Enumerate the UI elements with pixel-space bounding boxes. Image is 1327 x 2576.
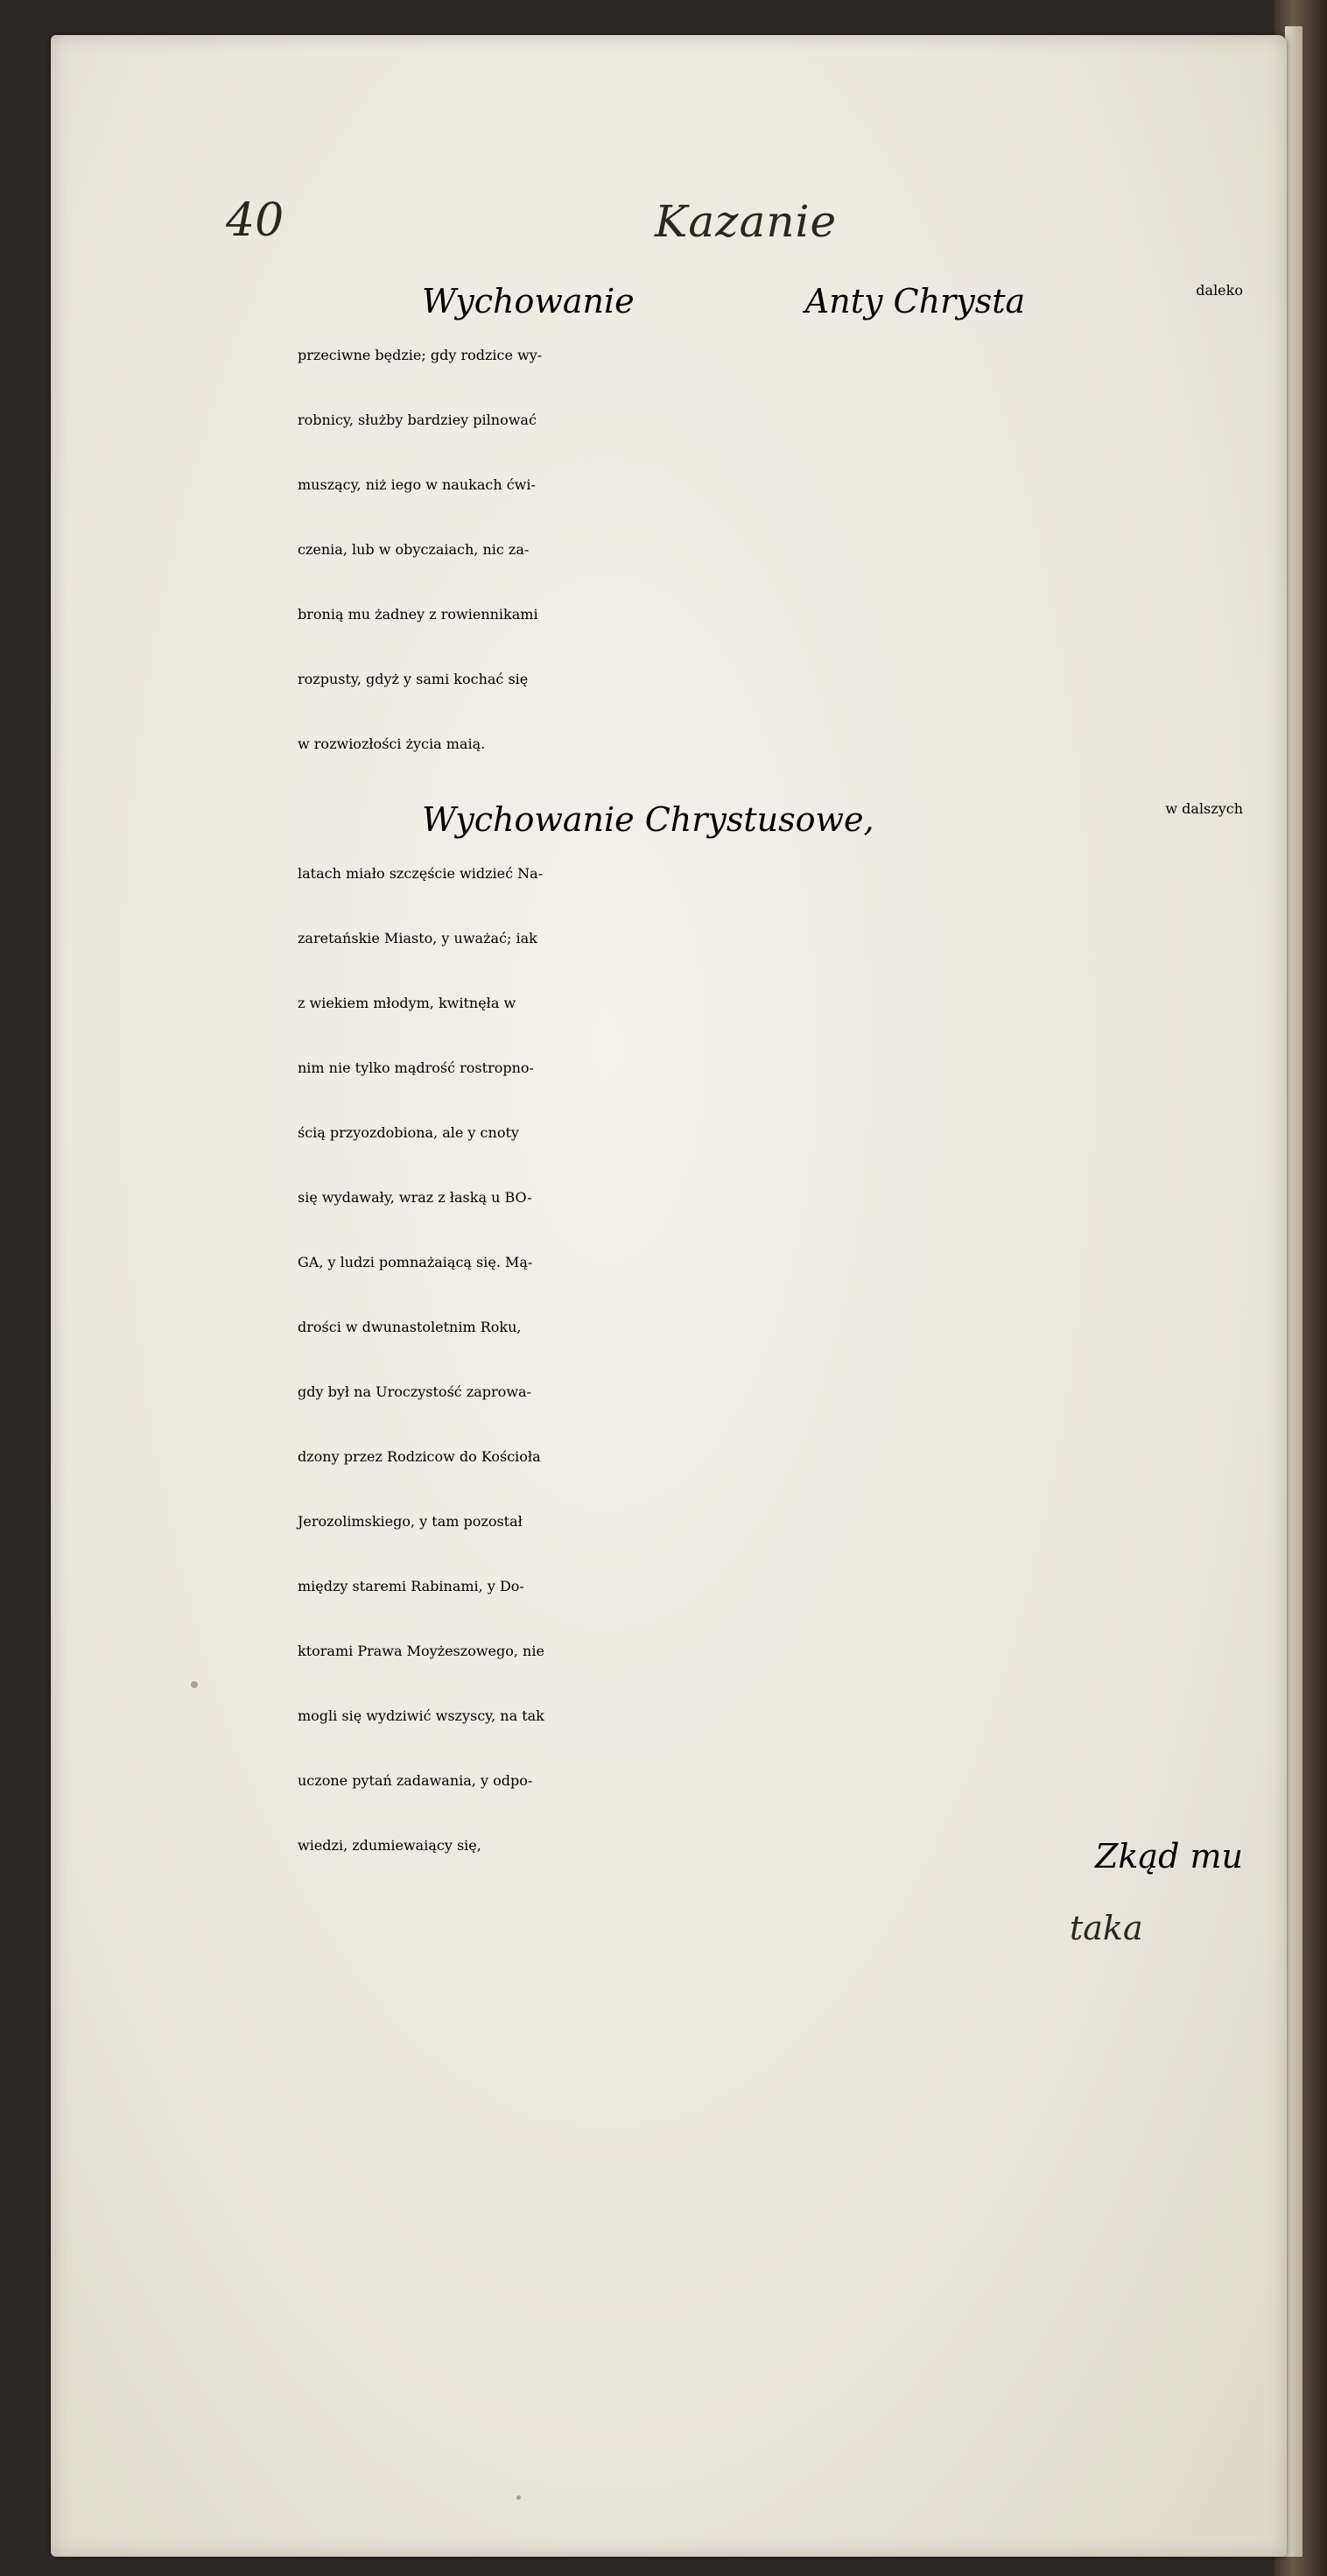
text-segment: nim nie tylko mądrość rostropno- <box>298 1059 534 1076</box>
text-line <box>298 671 1243 735</box>
running-title: Kazanie <box>655 196 838 247</box>
text-segment: zaretańskie Miasto, y uważać; iak <box>298 930 537 947</box>
text-line <box>298 1254 1243 1319</box>
text-line <box>298 1772 1243 1837</box>
text-line <box>298 606 1243 671</box>
text-line <box>298 735 1243 800</box>
italic-phrase: Anty Chrysta <box>804 282 1026 320</box>
text-line <box>298 995 1243 1059</box>
text-line <box>298 1513 1243 1578</box>
text-segment: dzony przez Rodzicow do Kościoła <box>298 1448 541 1465</box>
text-segment: drości w dwunastoletnim Roku, <box>298 1319 522 1335</box>
text-segment: latach miało szczęście widzieć Na- <box>298 865 544 882</box>
italic-phrase: Zkąd mu <box>1095 1837 1243 1876</box>
text-line <box>298 930 1243 995</box>
text-segment: uczone pytań zadawania, y odpo- <box>298 1772 533 1789</box>
text-line <box>298 1319 1243 1383</box>
text-segment: bronią mu żadney z rowiennikami <box>298 606 538 623</box>
text-segment: Jerozolimskiego, y tam pozostał <box>298 1513 523 1530</box>
text-segment: się wydawały, wraz z łaską u BO- <box>298 1189 532 1206</box>
text-line <box>298 865 1243 930</box>
text-segment: robnicy, służby bardziey pilnować <box>298 412 537 428</box>
text-segment: między staremi Rabinami, y Do- <box>298 1578 524 1594</box>
paragraph-2 <box>298 800 1243 1902</box>
text-line <box>298 1059 1243 1124</box>
page-header <box>226 194 1241 256</box>
text-segment: przeciwne będzie; gdy rodzice wy- <box>298 347 543 363</box>
text-line <box>298 1189 1243 1254</box>
text-segment: gdy był na Uroczystość zaprowa- <box>298 1383 531 1400</box>
text-line <box>298 1837 1243 1902</box>
text-line <box>422 282 1243 347</box>
text-segment: w rozwiozłości życia maią. <box>298 735 486 752</box>
text-segment: muszący, niż iego w naukach ćwi- <box>298 476 536 493</box>
page-number: 40 <box>226 194 284 247</box>
text-line <box>422 800 1243 865</box>
text-segment: rozpusty, gdyż y sami kochać się <box>298 671 529 687</box>
text-segment: ktorami Prawa Moyżeszowego, nie <box>298 1643 544 1659</box>
text-segment: z wiekiem młodym, kwitnęła w <box>298 995 516 1011</box>
text-segment: mogli się wydziwić wszyscy, na tak <box>298 1707 544 1724</box>
text-segment: GA, y ludzi pomnażaiącą się. Mą- <box>298 1254 533 1270</box>
text-line <box>298 1448 1243 1513</box>
italic-phrase: Wychowanie <box>422 282 635 320</box>
paper-speck <box>516 2495 521 2500</box>
text-line <box>298 347 1243 412</box>
page-edge <box>1285 26 1302 2557</box>
text-line <box>298 412 1243 476</box>
text-line <box>298 1643 1243 1707</box>
text-line <box>298 1383 1243 1448</box>
text-segment: czenia, lub w obyczaiach, nic za- <box>298 541 530 558</box>
italic-phrase: Wychowanie Chrystusowe, <box>422 800 874 839</box>
text-line <box>298 476 1243 541</box>
text-segment: ścią przyozdobiona, ale y cnoty <box>298 1124 519 1141</box>
text-line <box>298 1578 1243 1643</box>
catchword: taka <box>1070 1909 1143 1947</box>
text-segment: wiedzi, zdumiewaiący się, <box>298 1837 481 1854</box>
text-line <box>298 1124 1243 1189</box>
text-line <box>298 1707 1243 1772</box>
text-segment: daleko <box>1196 282 1243 299</box>
paper-speck <box>191 1681 198 1688</box>
text-line <box>298 541 1243 606</box>
paragraph-1 <box>298 282 1243 800</box>
text-segment: w dalszych <box>1165 800 1243 817</box>
